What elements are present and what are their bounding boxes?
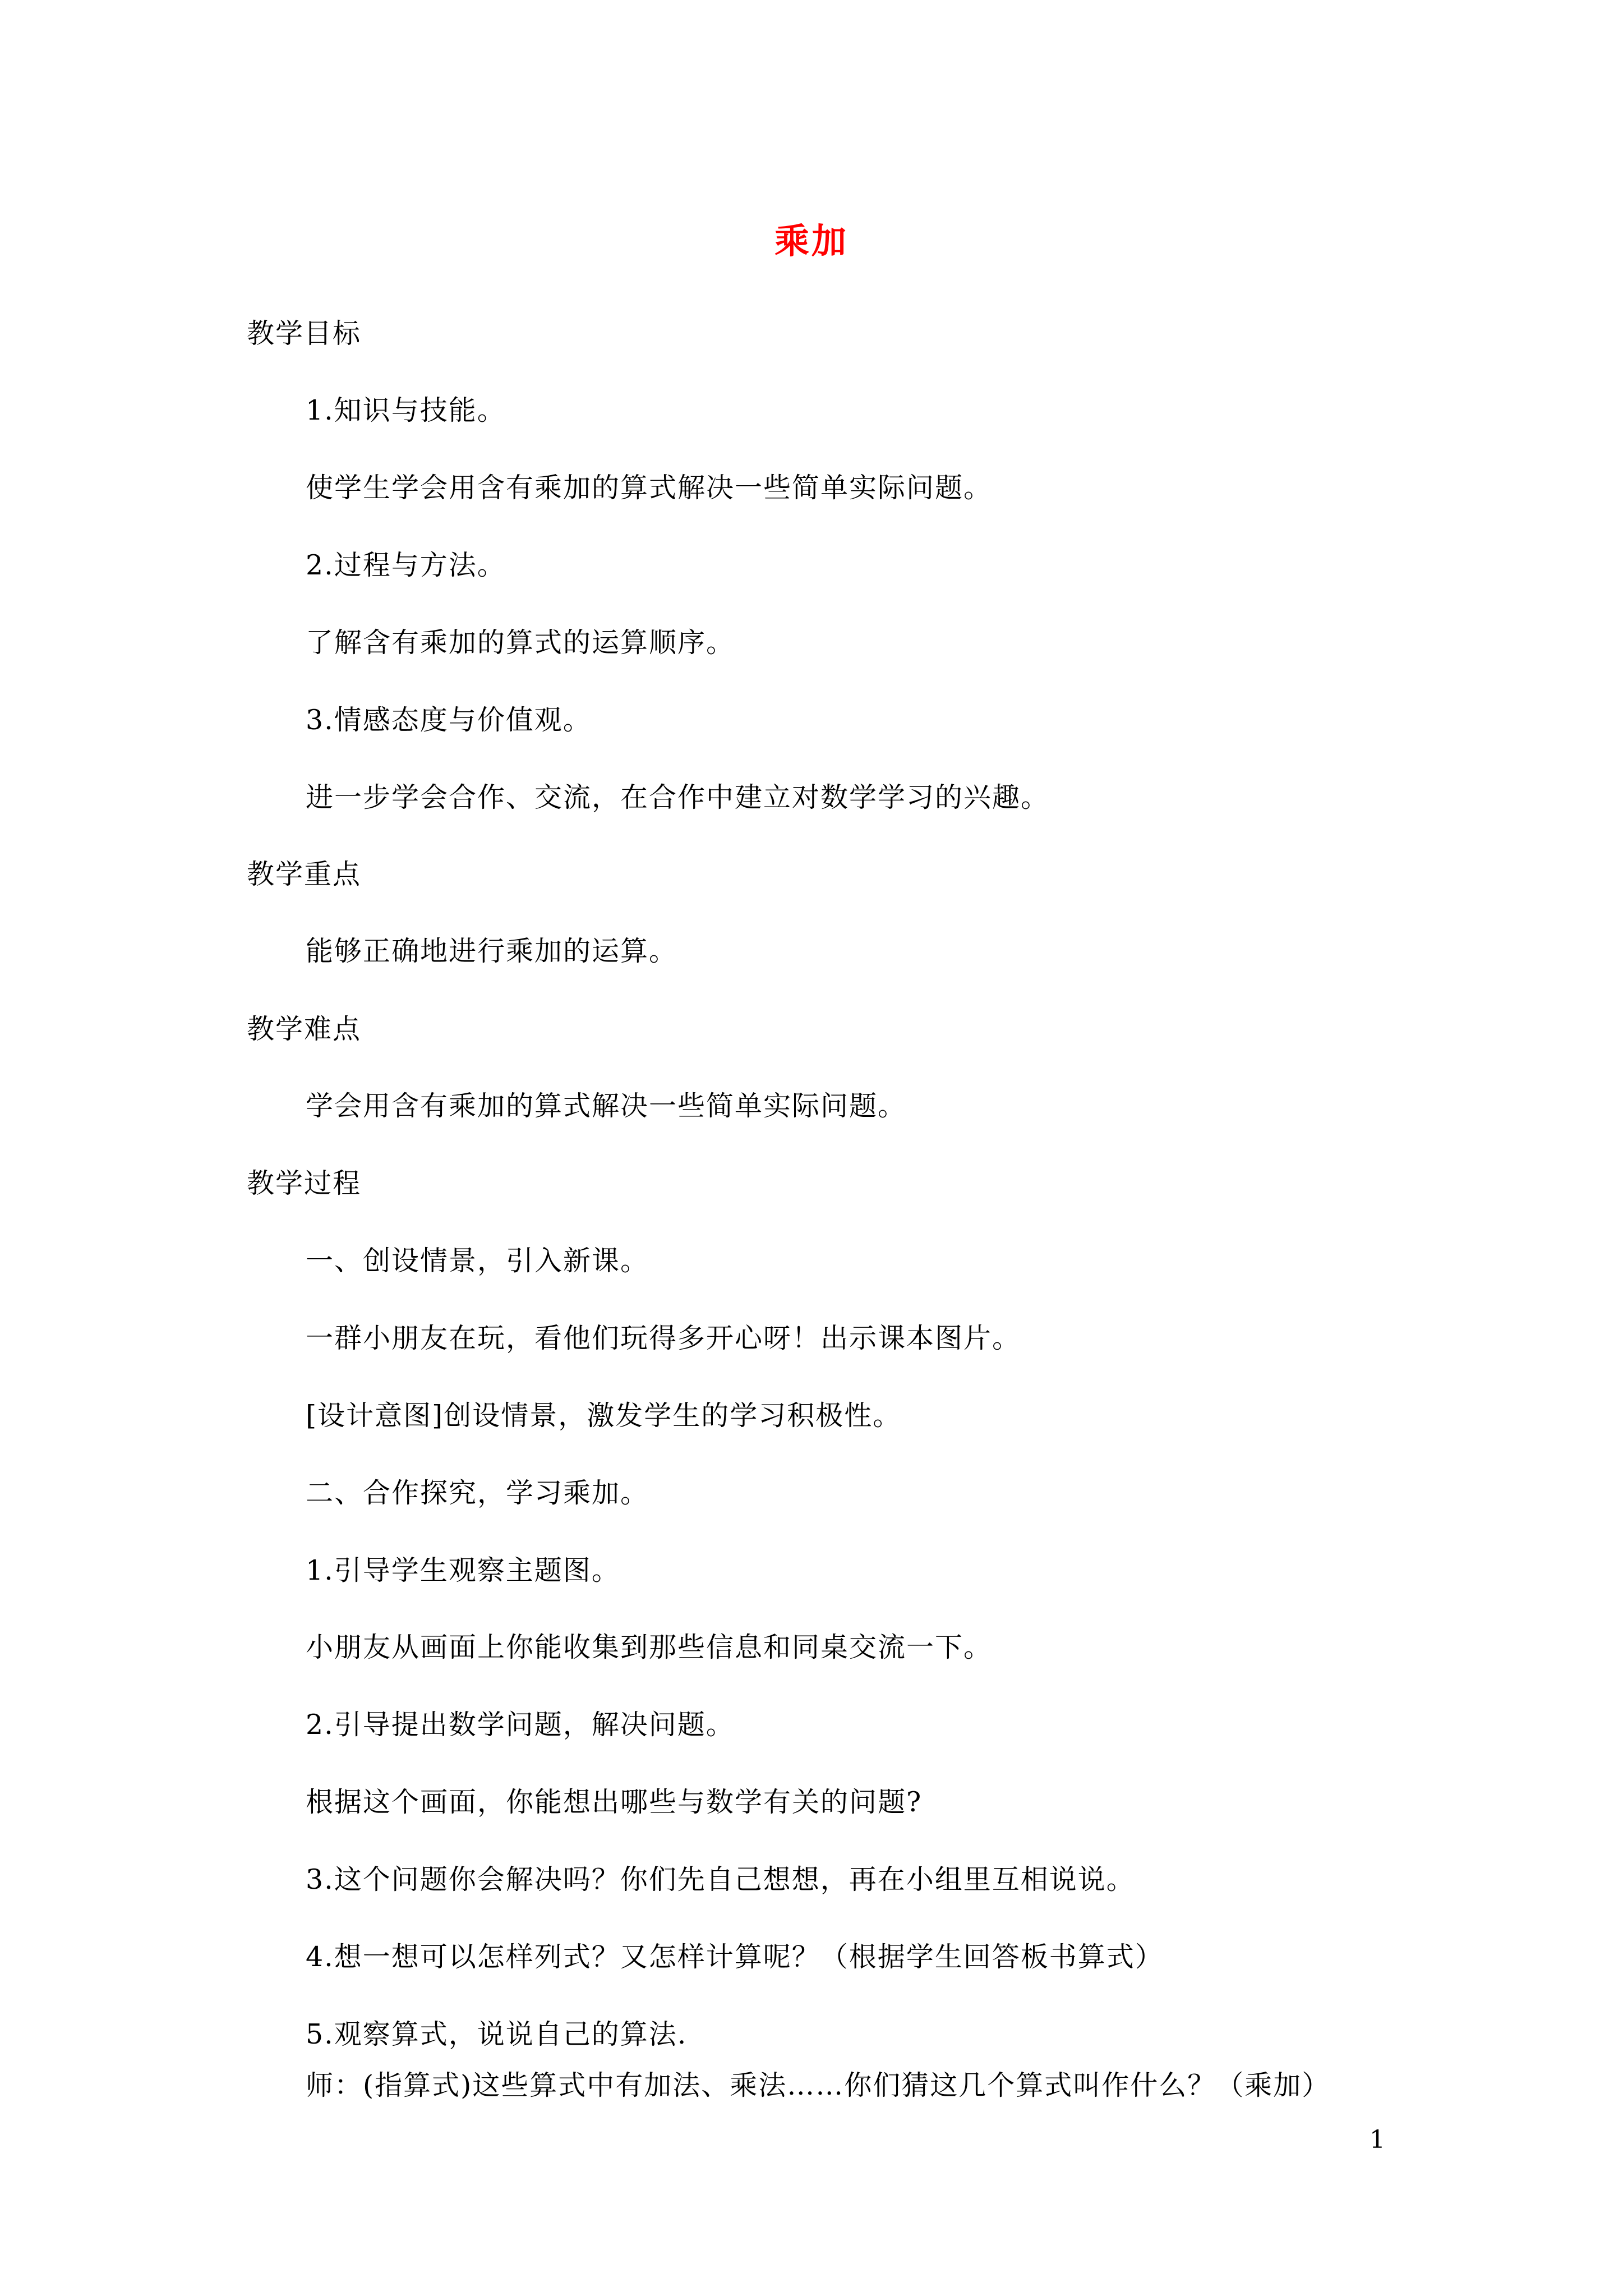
paragraph: 3.情感态度与价值观。	[306, 704, 592, 736]
page-number: 1	[1370, 2125, 1385, 2154]
paragraph: 根据这个画面，你能想出哪些与数学有关的问题?	[306, 1786, 923, 1818]
section-heading-objectives: 教学目标	[247, 318, 362, 349]
paragraph: [设计意图]创设情景，激发学生的学习积极性。	[306, 1400, 902, 1432]
section-heading-difficulties: 教学难点	[247, 1013, 362, 1045]
paragraph: 小朋友从画面上你能收集到那些信息和同桌交流一下。	[306, 1631, 993, 1663]
paragraph: 一群小朋友在玩，看他们玩得多开心呀！出示课本图片。	[306, 1322, 1021, 1354]
paragraph: 3.这个问题你会解决吗？你们先自己想想，再在小组里互相说说。	[306, 1864, 1135, 1895]
paragraph: 1.知识与技能。	[306, 394, 506, 426]
paragraph: 进一步学会合作、交流，在合作中建立对数学学习的兴趣。	[306, 781, 1050, 813]
paragraph: 2.过程与方法。	[306, 549, 506, 581]
section-heading-key-points: 教学重点	[247, 858, 362, 890]
paragraph: 二、合作探究，学习乘加。	[306, 1477, 649, 1509]
paragraph: 2.引导提出数学问题，解决问题。	[306, 1709, 735, 1741]
paragraph: 能够正确地进行乘加的运算。	[306, 935, 678, 967]
paragraph: 师：(指算式)这些算式中有加法、乘法……你们猜这几个算式叫作什么？（乘加）	[306, 2069, 1331, 2101]
paragraph: 了解含有乘加的算式的运算顺序。	[306, 627, 735, 659]
paragraph: 4.想一想可以怎样列式？又怎样计算呢？（根据学生回答板书算式）	[306, 1941, 1164, 1973]
paragraph: 5.观察算式，说说自己的算法.	[306, 2018, 688, 2050]
paragraph: 1.引导学生观察主题图。	[306, 1554, 620, 1586]
paragraph: 使学生学会用含有乘加的算式解决一些简单实际问题。	[306, 472, 993, 504]
section-heading-process: 教学过程	[247, 1167, 362, 1199]
page-title: 乘加	[774, 220, 849, 261]
paragraph: 一、创设情景，引入新课。	[306, 1245, 649, 1277]
paragraph: 学会用含有乘加的算式解决一些简单实际问题。	[306, 1090, 907, 1122]
